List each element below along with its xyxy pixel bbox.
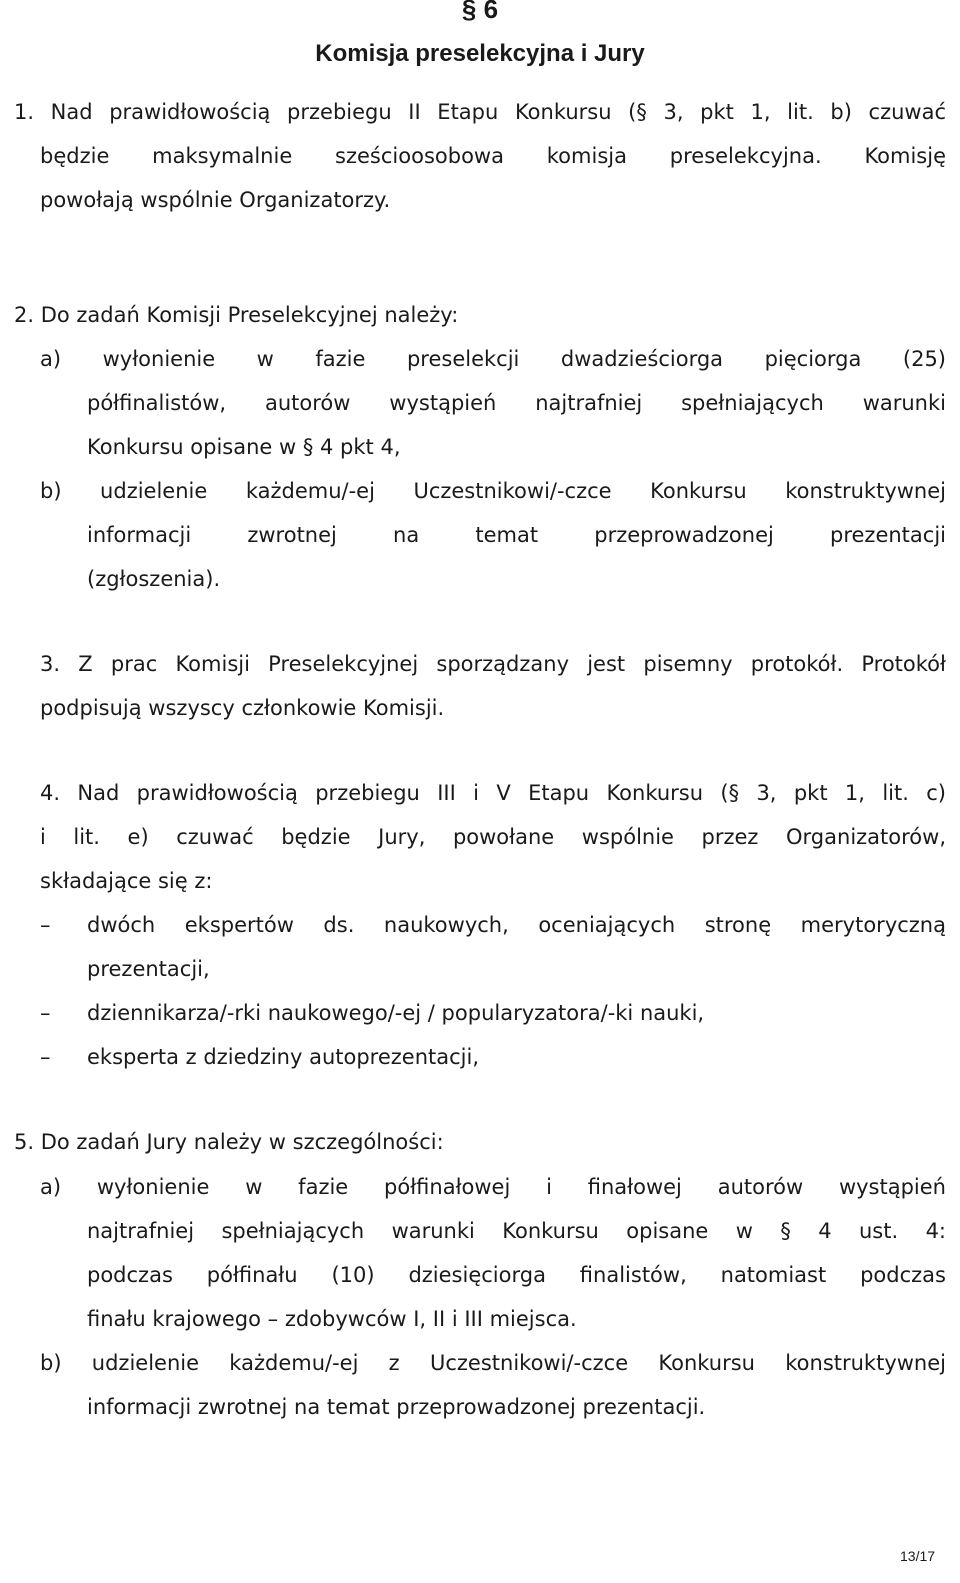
dash-bullet: – xyxy=(40,913,51,937)
p5-item-b-2: informacji zwrotnej na temat przeprowadzonej prezentacji. xyxy=(87,1395,706,1419)
p4-line-1: 4. Nad prawidłowością przebiegu III i V Etapu Konkursu (§ 3, pkt 1, lit. c) xyxy=(40,781,946,805)
p5-item-a-1: a) wyłonienie w fazie półfinałowej i finałowej autorów wystąpień xyxy=(40,1175,946,1199)
p2-item-a-3: Konkursu opisane w § 4 pkt 4, xyxy=(87,435,401,459)
section-title: Komisja preselekcyjna i Jury xyxy=(315,40,645,67)
p2-item-a-2: półfinalistów, autorów wystąpień najtrafniej spełniających warunki xyxy=(87,391,946,415)
p2-item-b-2: informacji zwrotnej na temat przeprowadzonej prezentacji xyxy=(87,523,946,547)
p5-item-b-1: b) udzielenie każdemu/-ej z Uczestnikowi/-czce Konkursu konstruktywnej xyxy=(40,1351,946,1375)
section-number: § 6 xyxy=(461,0,499,24)
p4-line-3: składające się z: xyxy=(40,869,213,893)
p4-line-2: i lit. e) czuwać będzie Jury, powołane wspólnie przez Organizatorów, xyxy=(40,825,946,849)
p5-line-1: 5. Do zadań Jury należy w szczególności: xyxy=(14,1130,444,1154)
p5-item-a-3: podczas półfinału (10) dziesięciorga finalistów, natomiast podczas xyxy=(87,1263,946,1287)
page-number: 13/17 xyxy=(900,1548,936,1564)
p2-item-b-1: b) udzielenie każdemu/-ej Uczestnikowi/-czce Konkursu konstruktywnej xyxy=(40,479,946,503)
p1-line-3: powołają wspólnie Organizatorzy. xyxy=(40,188,391,212)
p2-line-1: 2. Do zadań Komisji Preselekcyjnej należy: xyxy=(14,303,459,327)
p4-dash-1-a: dwóch ekspertów ds. naukowych, oceniających stronę merytoryczną xyxy=(87,913,946,937)
p3-line-2: podpisują wszyscy członkowie Komisji. xyxy=(40,696,445,720)
p2-item-a-1: a) wyłonienie w fazie preselekcji dwadzieściorga pięciorga (25) xyxy=(40,347,946,371)
p4-dash-2: dziennikarza/-rki naukowego/-ej / popularyzatora/-ki nauki, xyxy=(87,1001,705,1025)
p1-line-1: 1. Nad prawidłowością przebiegu II Etapu Konkursu (§ 3, pkt 1, lit. b) czuwać xyxy=(14,100,946,124)
p1-line-2: będzie maksymalnie sześcioosobowa komisja preselekcyjna. Komisję xyxy=(40,144,946,168)
dash-bullet: – xyxy=(40,1001,51,1025)
p4-dash-1-b: prezentacji, xyxy=(87,957,210,981)
dash-bullet: – xyxy=(40,1045,51,1069)
p4-dash-3: eksperta z dziedziny autoprezentacji, xyxy=(87,1045,480,1069)
p5-item-a-2: najtrafniej spełniających warunki Konkursu opisane w § 4 ust. 4: xyxy=(87,1219,946,1243)
p3-line-1: 3. Z prac Komisji Preselekcyjnej sporządzany jest pisemny protokół. Protokół xyxy=(40,652,946,676)
p5-item-a-4: finału krajowego – zdobywców I, II i III miejsca. xyxy=(87,1307,577,1331)
p2-item-b-3: (zgłoszenia). xyxy=(87,567,221,591)
